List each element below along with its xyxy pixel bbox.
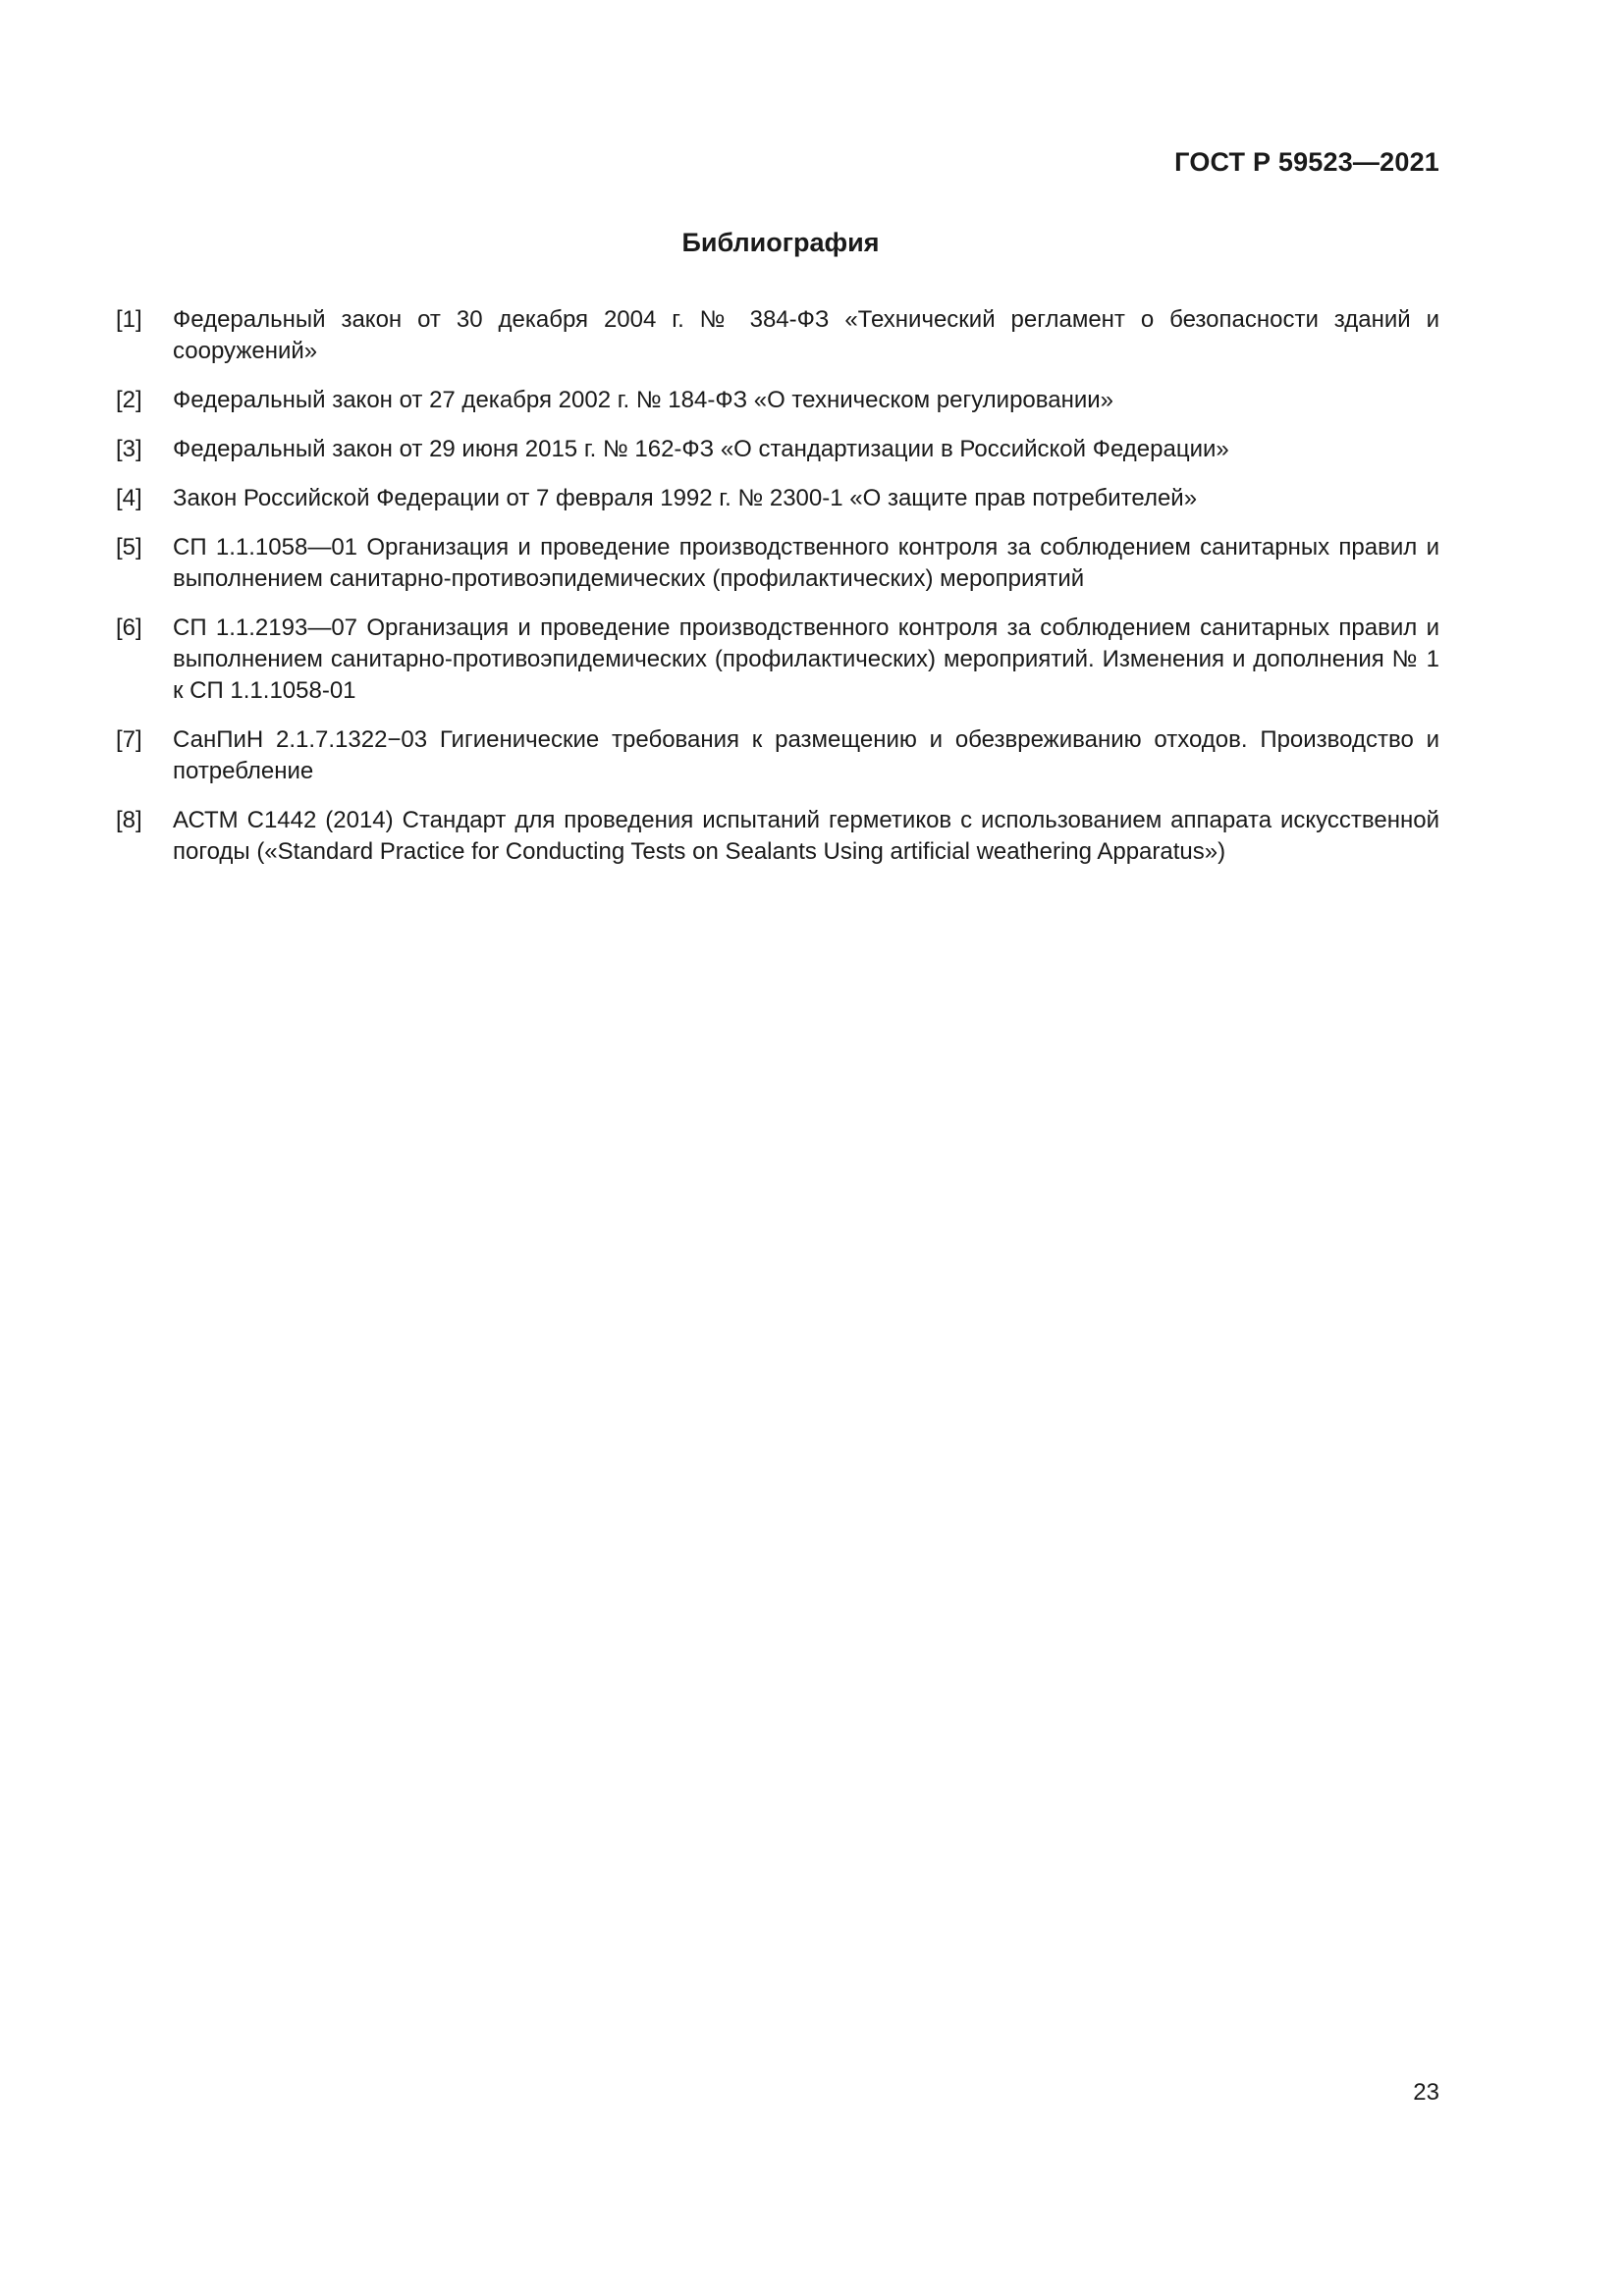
entry-text: АСТМ С1442 (2014) Стандарт для проведения испытаний герметиков с использованием аппарата искусственной погоды («Standard Practice for Conducting Tests on Sealants Using artificial weathering Apparatus») bbox=[173, 807, 1439, 865]
entry-number: [1] bbox=[116, 306, 142, 333]
entry-number: [5] bbox=[116, 534, 142, 561]
section-title: Библиография bbox=[681, 228, 880, 257]
standard-designation: ГОСТ Р 59523—2021 bbox=[1174, 147, 1439, 177]
entry-number: [7] bbox=[116, 726, 142, 753]
bibliography-entry bbox=[116, 613, 1439, 707]
bibliography-entry bbox=[116, 434, 1439, 465]
entry-text: СП 1.1.2193—07 Организация и проведение производственного контроля за соблюдением санитарных правил и выполнением санитарно-противоэпидемических (профилактических) мероприятий. Изменения и дополнения № 1 к СП 1.1.1058-01 bbox=[173, 614, 1439, 704]
bibliography-entry bbox=[116, 532, 1439, 595]
bibliography-entry bbox=[116, 483, 1439, 514]
entry-text: СанПиН 2.1.7.1322−03 Гигиенические требования к размещению и обезвреживанию отходов. Производство и потребление bbox=[173, 726, 1439, 784]
bibliography-entry bbox=[116, 304, 1439, 367]
entry-text: Федеральный закон от 30 декабря 2004 г. № 384-ФЗ «Технический регламент о безопасности зданий и сооружений» bbox=[173, 306, 1439, 364]
entry-text: СП 1.1.1058—01 Организация и проведение производственного контроля за соблюдением санитарных правил и выполнением санитарно-противоэпидемических (профилактических) мероприятий bbox=[173, 534, 1439, 592]
bibliography-entry bbox=[116, 385, 1439, 416]
bibliography-list bbox=[116, 304, 1439, 885]
entry-number: [8] bbox=[116, 807, 142, 833]
entry-number: [2] bbox=[116, 387, 142, 413]
bibliography-entry bbox=[116, 805, 1439, 868]
entry-number: [3] bbox=[116, 436, 142, 462]
bibliography-entry bbox=[116, 724, 1439, 787]
entry-text: Федеральный закон от 29 июня 2015 г. № 162-ФЗ «О стандартизации в Российской Федерации» bbox=[173, 436, 1229, 462]
page-number: 23 bbox=[1413, 2079, 1439, 2106]
entry-text: Закон Российской Федерации от 7 февраля 1992 г. № 2300-1 «О защите прав потребителей» bbox=[173, 485, 1198, 511]
entry-number: [6] bbox=[116, 614, 142, 641]
entry-text: Федеральный закон от 27 декабря 2002 г. № 184-ФЗ «О техническом регулировании» bbox=[173, 387, 1114, 413]
entry-number: [4] bbox=[116, 485, 142, 511]
